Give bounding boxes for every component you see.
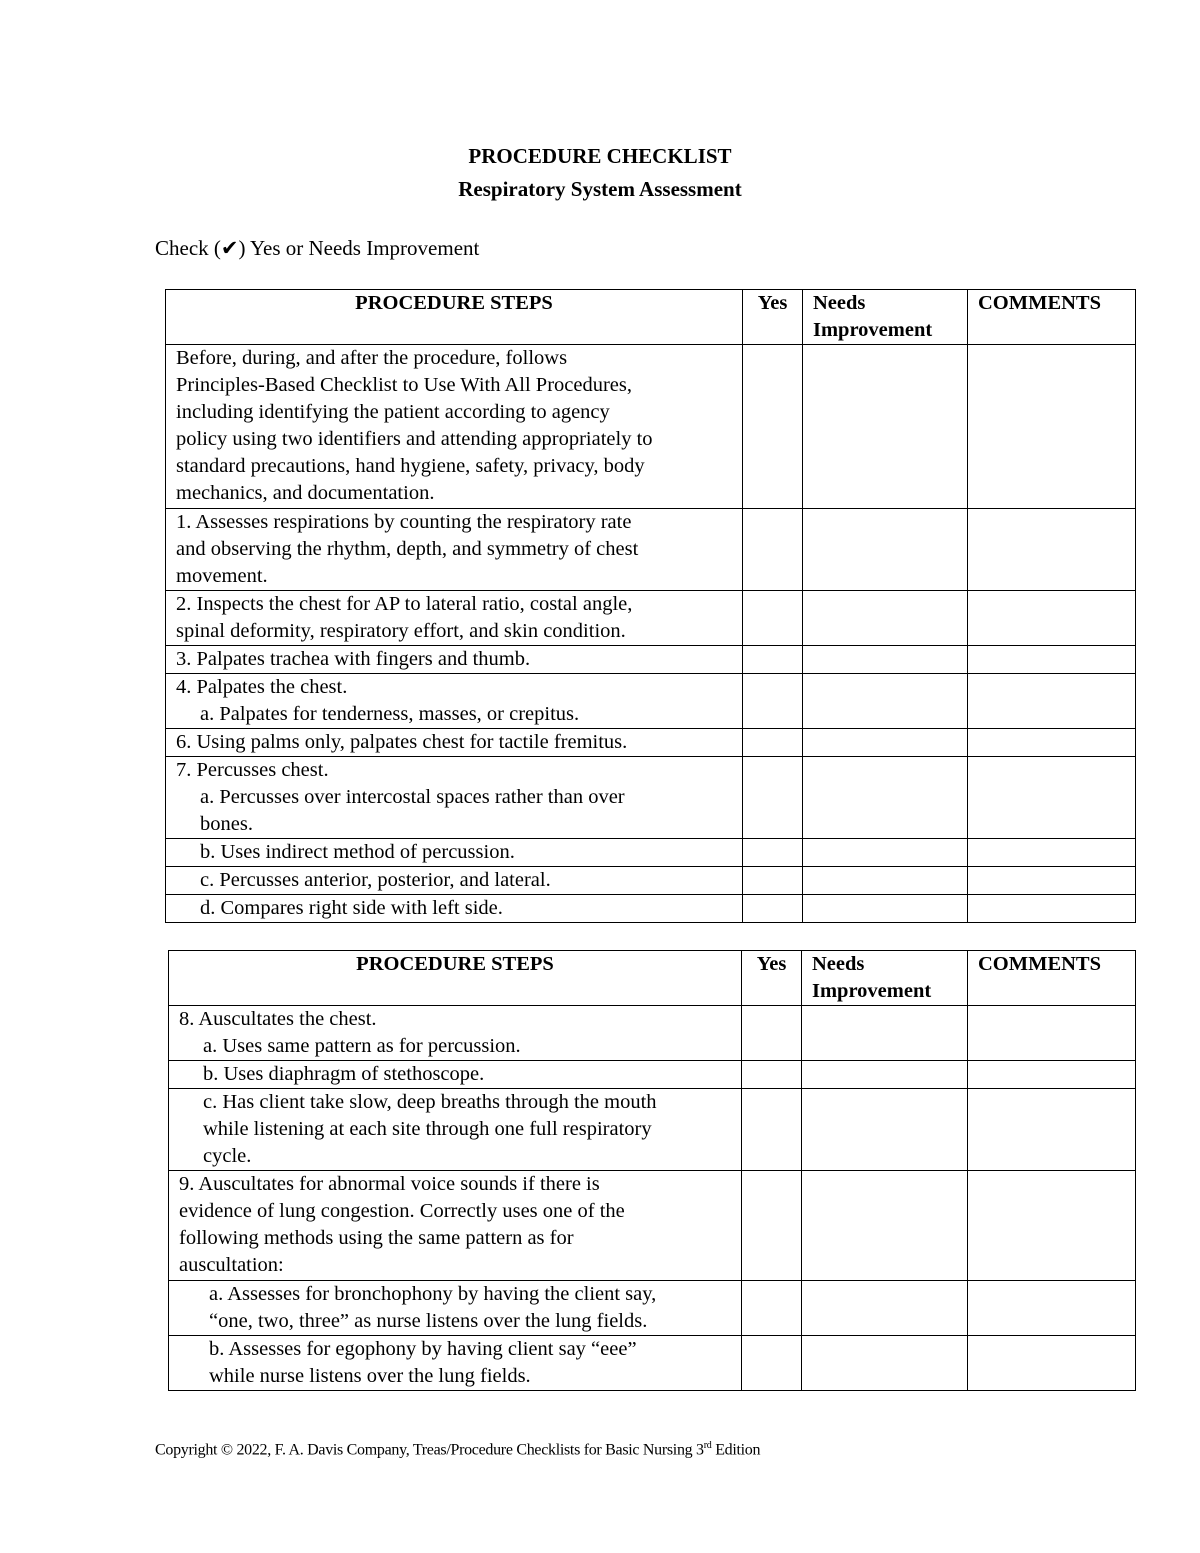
needs-improvement-check-cell[interactable] xyxy=(802,1061,968,1089)
comments-cell[interactable] xyxy=(968,591,1136,646)
comments-cell[interactable] xyxy=(968,646,1136,674)
yes-check-cell[interactable] xyxy=(743,895,803,923)
yes-check-cell[interactable] xyxy=(743,591,803,646)
comments-cell[interactable] xyxy=(968,757,1136,839)
needs-improvement-check-cell[interactable] xyxy=(802,1281,968,1336)
comments-cell[interactable] xyxy=(968,1171,1136,1281)
comments-cell[interactable] xyxy=(968,895,1136,923)
comments-cell[interactable] xyxy=(968,345,1136,509)
comments-header: COMMENTS xyxy=(968,290,1136,345)
yes-check-cell[interactable] xyxy=(743,757,803,839)
yes-check-cell[interactable] xyxy=(742,1061,802,1089)
step-text: 1. Assesses respirations by counting the respiratory rate and observing the rhythm, depth, and symmetry of chest movement. xyxy=(166,509,743,591)
table-row xyxy=(166,674,1136,729)
yes-check-cell[interactable] xyxy=(743,646,803,674)
needs-improvement-check-cell[interactable] xyxy=(803,591,968,646)
needs-improvement-check-cell[interactable] xyxy=(803,867,968,895)
step-text: 3. Palpates trachea with fingers and thumb. xyxy=(166,646,743,674)
step-text: d. Compares right side with left side. xyxy=(166,895,743,923)
table-row xyxy=(169,1006,1136,1061)
procedure-steps-header: PROCEDURE STEPS xyxy=(166,290,743,345)
needs-improvement-check-cell[interactable] xyxy=(803,646,968,674)
comments-cell[interactable] xyxy=(968,509,1136,591)
step-text: a. Assesses for bronchophony by having the client say, “one, two, three” as nurse listens over the lung fields. xyxy=(169,1281,742,1336)
comments-cell[interactable] xyxy=(968,839,1136,867)
step-text: 7. Percusses chest. a. Percusses over intercostal spaces rather than over bones. xyxy=(166,757,743,839)
needs-improvement-check-cell[interactable] xyxy=(803,345,968,509)
needs-improvement-check-cell[interactable] xyxy=(803,729,968,757)
table-row xyxy=(166,646,1136,674)
step-text: 6. Using palms only, palpates chest for tactile fremitus. xyxy=(166,729,743,757)
needs-improvement-check-cell[interactable] xyxy=(802,1006,968,1061)
yes-check-cell[interactable] xyxy=(742,1281,802,1336)
table-row xyxy=(169,1336,1136,1391)
step-text: Before, during, and after the procedure, follows Principles-Based Checklist to Use With All Procedures, including identifying the patient according to agency policy using two identifiers and attending appropriately to standard precautions, hand hygiene, safety, privacy, body mechanics, and documentation. xyxy=(166,345,743,509)
copyright-footer: Copyright © 2022, F. A. Davis Company, Treas/Procedure Checklists for Basic Nursing 3rd Edition xyxy=(155,1440,761,1459)
yes-check-cell[interactable] xyxy=(743,729,803,757)
procedure-checklist-table-2 xyxy=(168,950,1136,1391)
yes-check-cell[interactable] xyxy=(743,674,803,729)
table-row xyxy=(166,345,1136,509)
needs-improvement-check-cell[interactable] xyxy=(803,895,968,923)
comments-cell[interactable] xyxy=(968,1061,1136,1089)
comments-cell[interactable] xyxy=(968,729,1136,757)
table-row xyxy=(166,867,1136,895)
yes-check-cell[interactable] xyxy=(742,1336,802,1391)
table-row xyxy=(169,1171,1136,1281)
comments-cell[interactable] xyxy=(968,1336,1136,1391)
step-text: 9. Auscultates for abnormal voice sounds if there is evidence of lung congestion. Correctly uses one of the following methods using the same pattern as for auscultation: xyxy=(169,1171,742,1281)
table-header-row xyxy=(166,290,1136,345)
table-row xyxy=(166,591,1136,646)
needs-improvement-check-cell[interactable] xyxy=(803,757,968,839)
yes-check-cell[interactable] xyxy=(743,509,803,591)
needs-improvement-check-cell[interactable] xyxy=(802,1336,968,1391)
needs-improvement-check-cell[interactable] xyxy=(802,1171,968,1281)
yes-header: Yes xyxy=(742,951,802,1006)
step-text: 8. Auscultates the chest. a. Uses same pattern as for percussion. xyxy=(169,1006,742,1061)
needs-improvement-check-cell[interactable] xyxy=(803,839,968,867)
yes-check-cell[interactable] xyxy=(742,1006,802,1061)
step-text: 2. Inspects the chest for AP to lateral ratio, costal angle, spinal deformity, respiratory effort, and skin condition. xyxy=(166,591,743,646)
needs-improvement-check-cell[interactable] xyxy=(802,1089,968,1171)
step-text: b. Uses diaphragm of stethoscope. xyxy=(169,1061,742,1089)
table-row xyxy=(166,757,1136,839)
check-instruction: Check (✔) Yes or Needs Improvement xyxy=(155,236,480,260)
comments-cell[interactable] xyxy=(968,1006,1136,1061)
procedure-checklist-table-1 xyxy=(165,289,1136,923)
yes-check-cell[interactable] xyxy=(742,1089,802,1171)
needs-improvement-header: Needs Improvement xyxy=(803,290,968,345)
comments-cell[interactable] xyxy=(968,674,1136,729)
step-text: c. Percusses anterior, posterior, and lateral. xyxy=(166,867,743,895)
yes-check-cell[interactable] xyxy=(743,345,803,509)
needs-improvement-check-cell[interactable] xyxy=(803,674,968,729)
table-row xyxy=(169,1281,1136,1336)
table-row xyxy=(166,839,1136,867)
comments-cell[interactable] xyxy=(968,867,1136,895)
comments-cell[interactable] xyxy=(968,1281,1136,1336)
comments-header: COMMENTS xyxy=(968,951,1136,1006)
step-text: 4. Palpates the chest. a. Palpates for tenderness, masses, or crepitus. xyxy=(166,674,743,729)
yes-header: Yes xyxy=(743,290,803,345)
needs-improvement-check-cell[interactable] xyxy=(803,509,968,591)
procedure-steps-header: PROCEDURE STEPS xyxy=(169,951,742,1006)
yes-check-cell[interactable] xyxy=(742,1171,802,1281)
page-title: PROCEDURE CHECKLIST xyxy=(468,144,732,168)
needs-improvement-header: Needs Improvement xyxy=(802,951,968,1006)
comments-cell[interactable] xyxy=(968,1089,1136,1171)
table-row xyxy=(166,509,1136,591)
table-row xyxy=(166,729,1136,757)
table-header-row xyxy=(169,951,1136,1006)
yes-check-cell[interactable] xyxy=(743,839,803,867)
table-row xyxy=(169,1061,1136,1089)
page-subtitle: Respiratory System Assessment xyxy=(458,177,742,201)
table-row xyxy=(166,895,1136,923)
step-text: b. Assesses for egophony by having client say “eee” while nurse listens over the lung fields. xyxy=(169,1336,742,1391)
yes-check-cell[interactable] xyxy=(743,867,803,895)
step-text: b. Uses indirect method of percussion. xyxy=(166,839,743,867)
table-row xyxy=(169,1089,1136,1171)
step-text: c. Has client take slow, deep breaths through the mouth while listening at each site through one full respiratory cycle. xyxy=(169,1089,742,1171)
